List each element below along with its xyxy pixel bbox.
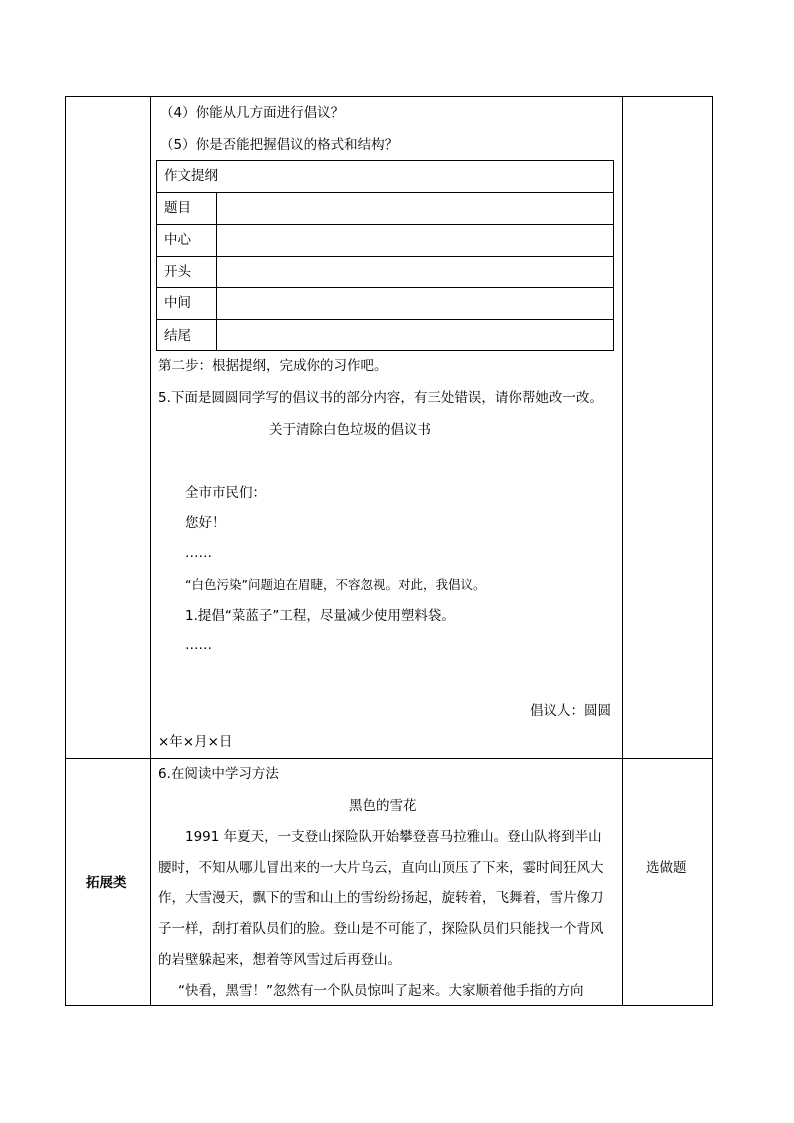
- story-line: 作，大雪漫天，飘下的雪和山上的雪纷纷扬起，旋转着，飞舞着，雪片像刀: [158, 890, 604, 906]
- letter-greeting: 您好！: [185, 515, 226, 531]
- outline-row-opening: 开头: [164, 264, 191, 280]
- outline-row-ending: 结尾: [164, 328, 191, 344]
- question-5: （5）你是否能把握倡议的格式和结构？: [160, 137, 399, 153]
- column-divider-left: [150, 97, 151, 1005]
- task-6: 6.在阅读中学习方法: [158, 766, 279, 782]
- outline-row-middle: 中间: [164, 295, 191, 311]
- outline-row-center: 中心: [164, 232, 191, 248]
- letter-paragraph-1: “白色污染”问题迫在眉睫，不容忽视。对此，我倡议。: [185, 577, 486, 592]
- outline-row-title: 题目: [164, 200, 191, 216]
- outline-row-line: [157, 319, 613, 320]
- outline-column-divider: [216, 192, 217, 350]
- outline-row-line: [157, 256, 613, 257]
- row-divider: [66, 758, 712, 759]
- outline-header: 作文提纲: [164, 168, 218, 184]
- letter-title: 关于清除白色垃圾的倡议书: [269, 422, 431, 438]
- outline-row-line: [157, 287, 613, 288]
- question-4: （4）你能从几方面进行倡议？: [160, 105, 345, 121]
- outline-row-line: [157, 224, 613, 225]
- task-5: 5.下面是圆圆同学写的倡议书的部分内容，有三处错误，请你帮她改一改。: [158, 390, 603, 406]
- step-2: 第二步：根据提纲，完成你的习作吧。: [158, 358, 388, 374]
- story-title: 黑色的雪花: [349, 798, 417, 814]
- letter-ellipsis-2: ……: [185, 637, 212, 653]
- story-line: 的岩壁躲起来，想着等风雪过后再登山。: [158, 952, 401, 968]
- column-divider-right: [622, 97, 623, 1005]
- story-line: 1991 年夏天，一支登山探险队开始攀登喜马拉雅山。登山队将到半山: [185, 829, 602, 845]
- story-line: 子一样，刮打着队员们的脸。登山是不可能了，探险队员们只能找一个背风: [158, 921, 604, 937]
- story-line: 腰时，不知从哪儿冒出来的一大片乌云，直向山顶压了下来，霎时间狂风大: [158, 860, 604, 876]
- outline-table: [156, 160, 614, 351]
- story-line: “快看，黑雪！”忽然有一个队员惊叫了起来。大家顺着他手指的方向: [178, 983, 584, 999]
- question-type-label: 选做题: [646, 860, 687, 876]
- letter-date: ×年×月×日: [158, 734, 233, 750]
- letter-item-1: 1.提倡“菜蓝子”工程，尽量减少使用塑料袋。: [185, 608, 455, 624]
- category-label: 拓展类: [86, 875, 127, 891]
- outline-row-line: [157, 192, 613, 193]
- letter-salutation: 全市市民们：: [185, 485, 266, 501]
- letter-ellipsis-1: ……: [185, 545, 212, 561]
- letter-signer: 倡议人：圆圆: [530, 703, 611, 719]
